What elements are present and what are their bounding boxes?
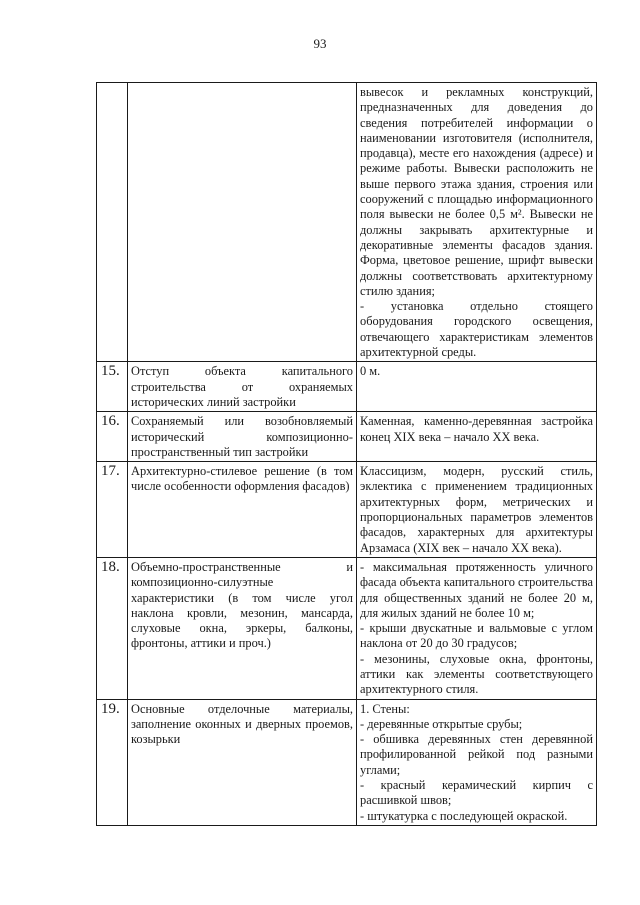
value-cell: [357, 412, 597, 462]
property-cell: Основные отделочные материалы, заполнение оконных и дверных проемов, козырьки: [128, 699, 357, 825]
property-cell: [128, 83, 357, 362]
row-number: 15.: [97, 362, 128, 412]
property-cell: Отступ объекта капитального строительства от охраняемых исторических линий застройки: [128, 362, 357, 412]
value-paragraph: - крыши двускатные и вальмовые с углом наклона от 20 до 30 градусов;: [360, 621, 593, 651]
table-row: [97, 462, 597, 558]
regulations-table: [96, 82, 597, 826]
table-row: [97, 699, 597, 825]
value-paragraph: - деревянные открытые срубы;: [360, 716, 523, 731]
property-cell: Сохраняемый или возобновляемый исторический композиционно-пространственный тип застройки: [128, 412, 357, 462]
value-paragraph: Классицизм, модерн, русский стиль, эклектика с применением традиционных архитектурных форм, метрических и пропорциональных параметров элементов фасадов, характерных для архитектуры Арзамаса (XIX век – начало XX века).: [360, 464, 593, 555]
property-cell: Объемно-пространственные и композиционно-силуэтные характеристики (в том числе угол наклона кровли, мезонин, мансарда, слуховые окна, эркеры, балконы, фронтоны, аттики и проч.): [128, 557, 357, 699]
row-number: 16.: [97, 412, 128, 462]
row-number-cell: [97, 83, 128, 362]
value-paragraph: - мезонины, слуховые окна, фронтоны, аттики как элементы соответствующего архитектурного стиля.: [360, 651, 593, 697]
row-number: 17.: [97, 462, 128, 558]
table-row: [97, 412, 597, 462]
value-cell: [357, 557, 597, 699]
value-paragraph: - максимальная протяженность уличного фасада объекта капитального строительства для общественных зданий не более 20 м, для жилых зданий не более 10 м;: [360, 559, 593, 620]
value-cell: [357, 362, 597, 412]
value-paragraph: - красный керамический кирпич с расшивкой швов;: [360, 778, 593, 808]
value-cell: [357, 83, 597, 362]
value-paragraph: 1. Стены:: [360, 701, 410, 716]
row-number: 18.: [97, 557, 128, 699]
table-row: [97, 557, 597, 699]
value-cell: [357, 462, 597, 558]
value-paragraph: вывесок и рекламных конструкций, предназначенных для доведения до сведения потребителей информации о наименовании изготовителя (исполнителя, продавца), месте его нахождения (адресе) и режиме работы. Вывески расположить не выше первого этажа здания, строения или сооружений с площадью информационного поля вывески не более 0,5 м². Вывески не должны закрывать архитектурные и декоративные элементы фасадов здания. Форма, цветовое решение, шрифт вывески должны соответствовать архитектурному стилю здания;: [360, 85, 593, 298]
page-number: 93: [313, 36, 327, 51]
table-row: [97, 362, 597, 412]
property-cell: Архитектурно-стилевое решение (в том числе особенности оформления фасадов): [128, 462, 357, 558]
value-paragraph: 0 м.: [360, 364, 381, 379]
row-number: 19.: [97, 699, 128, 825]
value-paragraph: - штукатурка с последующей окраской.: [360, 808, 568, 823]
value-cell: [357, 699, 597, 825]
table-row-continuation: [97, 83, 597, 362]
value-paragraph: - обшивка деревянных стен деревянной профилированной рейкой под разными углами;: [360, 732, 593, 777]
value-paragraph: Каменная, каменно-деревянная застройка конец XIX века – начало XX века.: [360, 414, 593, 444]
value-paragraph: - установка отдельно стоящего оборудования городского освещения, отвечающего характеристикам элементов архитектурной среды.: [360, 299, 593, 360]
